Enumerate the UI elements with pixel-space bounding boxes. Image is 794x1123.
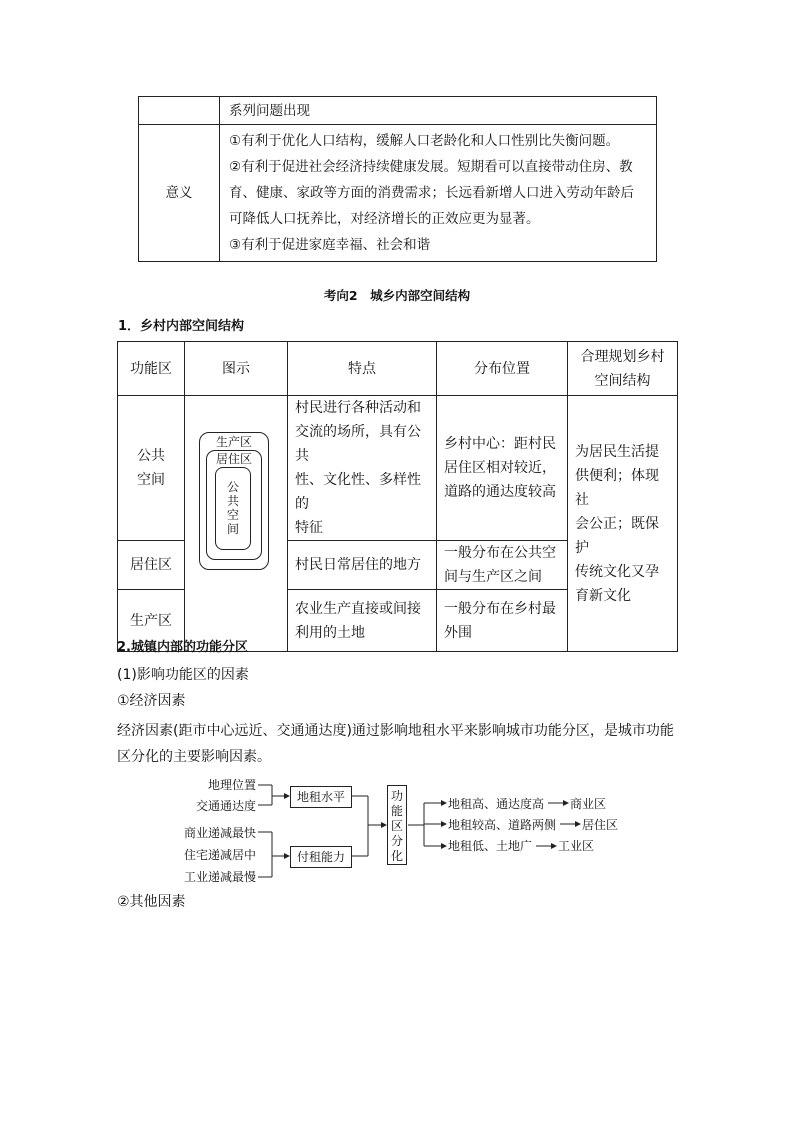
outcome-commercial-cond: 地租高、通达度高: [448, 797, 545, 811]
header-plan: 合理规划乡村 空间结构: [568, 342, 678, 396]
section-title-rural: 1．乡村内部空间结构: [118, 319, 245, 334]
header-feature: 特点: [288, 342, 437, 396]
box-rent-paying-ability: 付租能力: [290, 846, 352, 868]
outcome-commercial-zone: 商业区: [570, 797, 607, 811]
box-functional-differentiation: 功 能 区 分 化: [387, 785, 407, 865]
zone-residential: 居住区: [118, 541, 185, 590]
outcome-residential-zone: 居住区: [582, 818, 619, 832]
zone-diagram-cell: [185, 396, 288, 652]
econ-paragraph: 经济因素(距市中心远近、交通通达度)通过影响地租水平来影响城市功能分区，是城市功能 区分化的主要影响因素。: [117, 723, 674, 765]
significance-label: 意义: [139, 125, 220, 262]
factor-location: 地理位置: [207, 778, 256, 792]
diagram-outer-label: 生产区: [215, 435, 252, 449]
section-heading: 考向2 城乡内部空间结构: [323, 288, 471, 303]
location-production: 一般分布在乡村最 外围: [437, 590, 568, 652]
decline-industrial: 工业递减最慢: [183, 870, 256, 884]
row1-text: 系列问题出现: [220, 97, 657, 125]
feature-production: 农业生产直接或间接 利用的土地: [288, 590, 437, 652]
feature-public: 村民进行各种活动和 交流的场所，具有公共 性、文化性、多样性的 特征: [288, 396, 437, 541]
header-zone: 功能区: [118, 342, 185, 396]
zone-diagram-middle: [206, 450, 262, 560]
header-location: 分布位置: [437, 342, 568, 396]
econ-factor-title: ①经济因素: [117, 693, 186, 709]
point-line: ③有利于促进家庭幸福、社会和谐: [229, 237, 431, 253]
decline-commercial: 商业递减最快: [183, 826, 256, 840]
point-line: 育、健康、家政等方面的消费需求；长远看新增人口进入劳动年龄后: [229, 185, 634, 201]
plan-cell: 为居民生活提 供便利；体现社 会公正；既保护 传统文化又孕 育新文化: [568, 396, 678, 652]
outcome-industrial-cond: 地租低、土地广: [448, 839, 533, 853]
decline-residential: 住宅递减居中: [183, 848, 256, 862]
zone-production: 生产区: [118, 590, 185, 652]
feature-residential: 村民日常居住的地方: [288, 541, 437, 590]
empty-label-cell: [139, 97, 220, 125]
section-title-urban: 2.城镇内部的功能分区: [117, 640, 248, 655]
outcome-industrial-zone: 工业区: [558, 839, 595, 853]
other-factor-title: ②其他因素: [117, 894, 186, 910]
point-line: ①有利于优化人口结构，缓解人口老龄化和人口性别比失衡问题。: [229, 133, 620, 149]
factor-accessibility: 交通通达度: [195, 799, 256, 813]
subsection-factors: (1)影响功能区的因素: [117, 667, 249, 683]
significance-points: [220, 125, 657, 262]
box-rent-level: 地租水平: [290, 786, 352, 808]
point-line: 可降低人口抚养比，对经济增长的正效应更为显著。: [229, 211, 540, 227]
outcome-residential-cond: 地租较高、道路两侧: [448, 818, 557, 832]
rural-structure-table: [117, 341, 678, 652]
zone-public: 公共 空间: [118, 396, 185, 541]
point-line: ②有利于促进社会经济持续健康发展。短期看可以直接带动住房、教: [229, 159, 633, 175]
header-diagram: 图示: [185, 342, 288, 396]
diagram-middle-label: 居住区: [215, 452, 252, 466]
zone-diagram-inner: 公 共 空 间: [215, 467, 251, 550]
zone-diagram-outer: [199, 432, 269, 570]
location-residential: 一般分布在公共空 间与生产区之间: [437, 541, 568, 590]
location-public: 乡村中心：距村民 居住区相对较近， 道路的通达度较高: [437, 396, 568, 541]
significance-table: [138, 96, 657, 262]
